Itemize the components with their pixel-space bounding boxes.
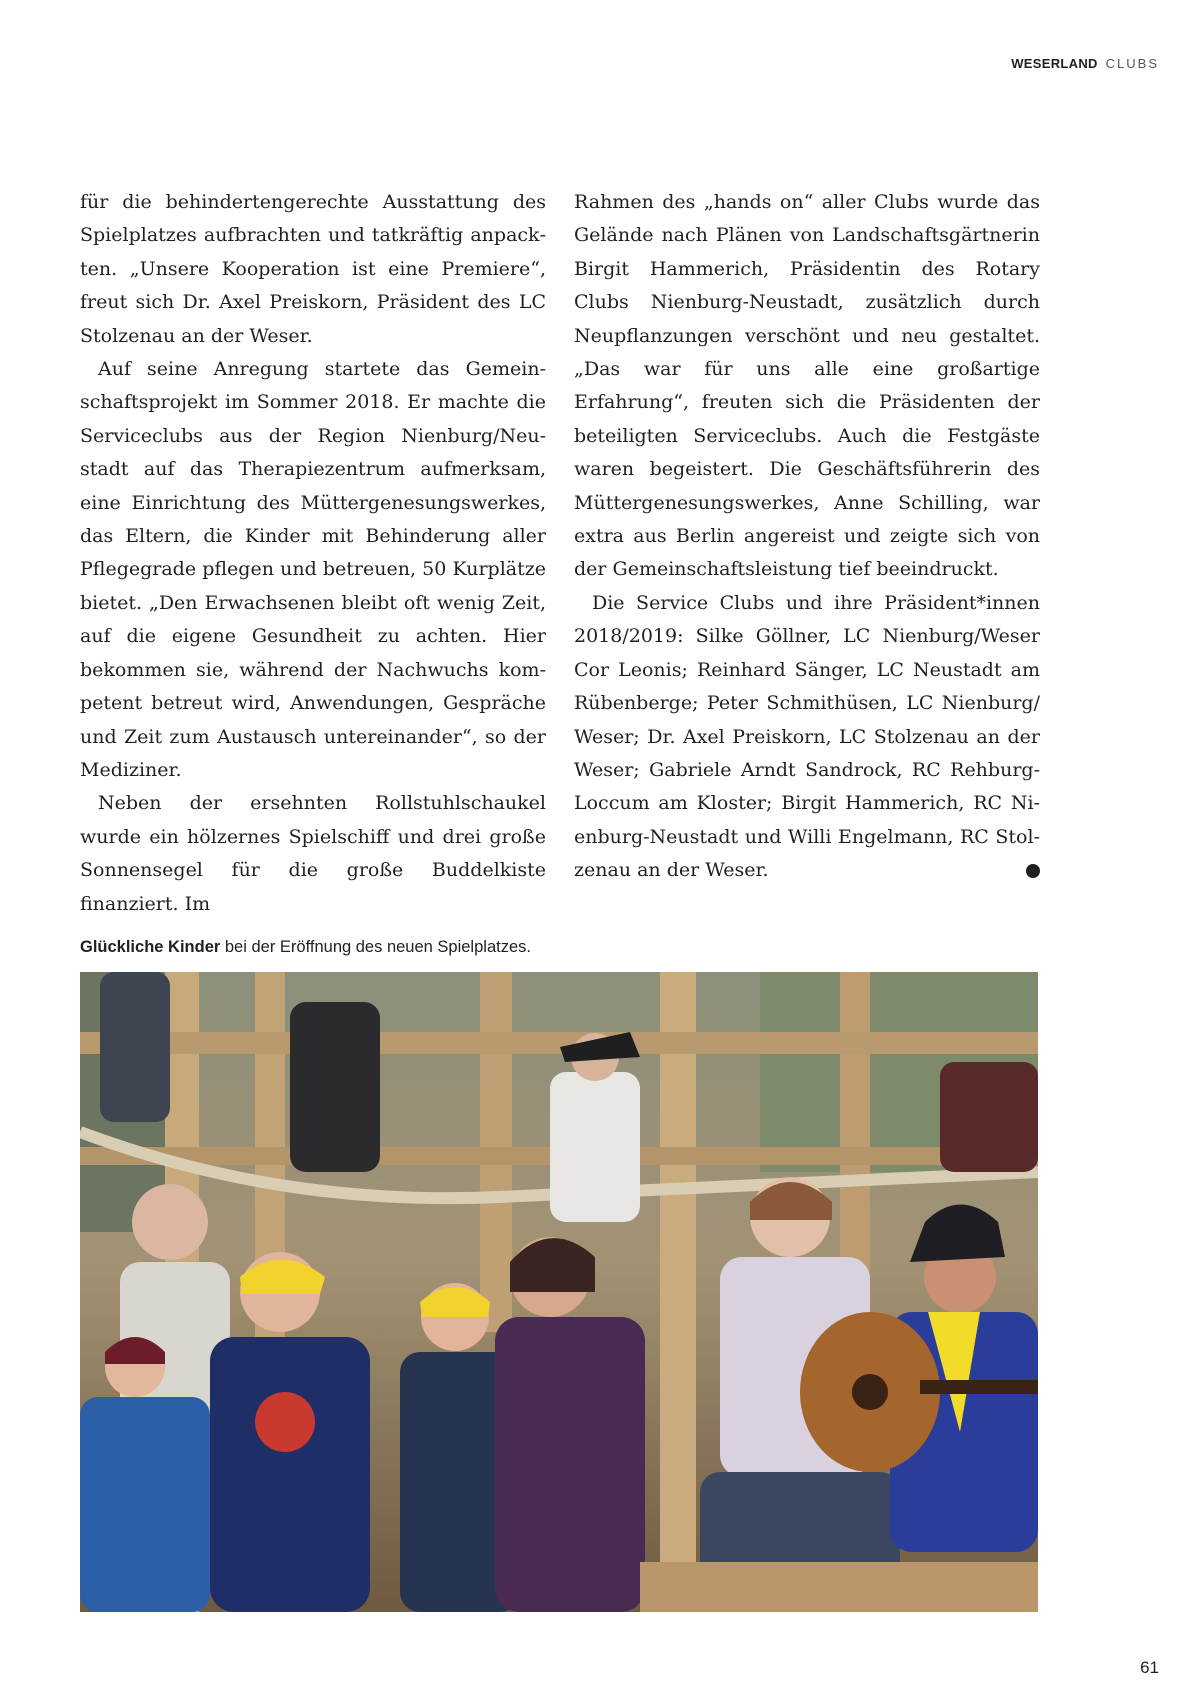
caption-text: bei der Eröffnung des neuen Spielplatzes. xyxy=(220,938,531,956)
running-head xyxy=(1011,56,1159,71)
caption-lead: Glückliche Kinder xyxy=(80,938,221,956)
article-photo xyxy=(80,972,1038,1612)
article-column-left xyxy=(80,186,546,921)
lions-end-mark-icon: L xyxy=(1026,864,1040,878)
paragraph: Auf seine Anregung startete das Gemeinschaftsprojekt im Sommer 2018. Er machte die Serviceclubs aus der Region Nienburg/Neustadt auf das Therapiezentrum aufmerksam, eine Einrichtung des Müttergenesungswerkes, das Eltern, die Kinder mit Behinderung aller Pflegegrade pflegen und betreuen, 50 Kurplätze bietet. „Den Erwachsenen bleibt oft wenig Zeit, auf die eigene Gesundheit zu achten. Hier bekommen sie, während der Nachwuchs kompetent betreut wird, Anwendungen, Gespräche und Zeit zum Austausch untereinander“, so der Mediziner. xyxy=(80,358,546,781)
paragraph-text: Die Service Clubs und ihre Präsident*innen 2018/2019: Silke Göllner, LC Nienburg/Weser Cor Leonis; Reinhard Sänger, LC Neustadt am Rübenberge; Peter Schmithüsen, LC Nienburg/ Weser; Dr. Axel Preiskorn, LC Stolzenau an der Weser; Gabriele Arndt Sandrock, RC Rehburg-Loccum am Kloster; Birgit Hammerich, RC Nienburg-Neustadt und Willi Engelmann, RC Stolzenau an der Weser. xyxy=(574,591,1040,882)
photo-caption xyxy=(80,938,1040,957)
section-label: WESERLAND xyxy=(1011,56,1098,71)
paragraph: Rahmen des „hands on“ aller Clubs wurde das Gelände nach Plänen von Landschaftsgärtnerin Birgit Hammerich, Präsidentin des Rotary Clubs Nienburg-Neustadt, zusätzlich durch Neupflanzungen verschönt und neu gestaltet. „Das war für uns alle eine großartige Erfahrung“, freuten sich die Präsidenten der beteiligten Serviceclubs. Auch die Festgäste waren begeistert. Die Geschäftsführerin des Müttergenesungswerkes, Anne Schilling, war extra aus Berlin angereist und zeigte sich von der Gemeinschaftsleistung tief beeindruckt. xyxy=(574,191,1040,581)
subsection-label: CLUBS xyxy=(1105,56,1159,71)
playground-photo-illustration xyxy=(80,972,1038,1612)
paragraph: Neben der ersehnten Rollstuhlschaukel wurde ein hölzernes Spielschiff und drei große Sonnensegel für die große Buddelkiste finanziert. Im xyxy=(80,792,546,915)
article-column-right xyxy=(574,186,1051,888)
page-number: 61 xyxy=(1140,1658,1159,1677)
paragraph xyxy=(574,587,1051,888)
paragraph: für die behindertengerechte Ausstattung des Spielplatzes aufbrachten und tatkräftig anpackten. „Unsere Kooperation ist eine Premiere“, freut sich Dr. Axel Preiskorn, Präsident des LC Stolzenau an der Weser. xyxy=(80,191,546,347)
